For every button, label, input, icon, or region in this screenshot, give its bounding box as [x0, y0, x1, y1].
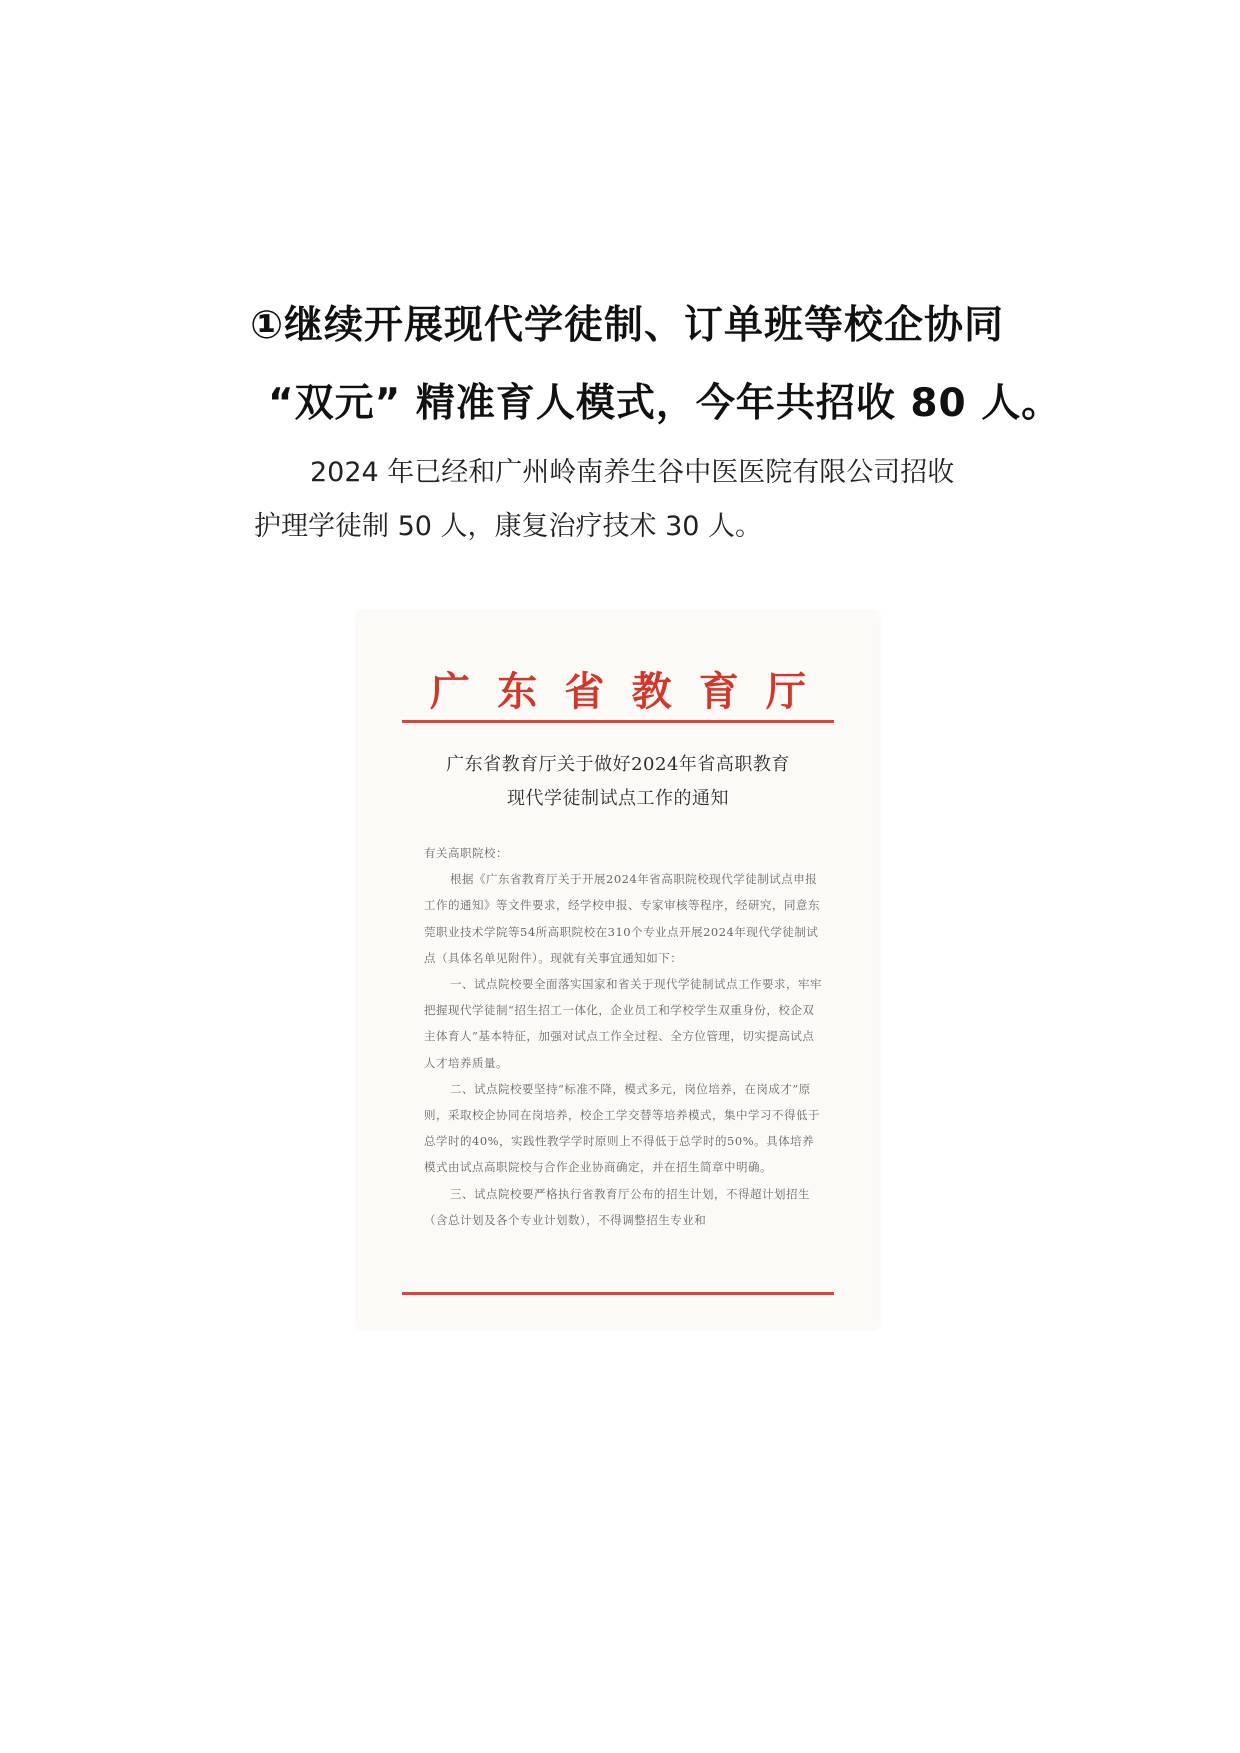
notice-salutation: 有关高职院校：	[424, 846, 508, 860]
notice-paragraph: 三、试点院校要严格执行省教育厅公布的招生计划，不得超计划招生（含总计划及各个专业计划数），不得调整招生专业和	[424, 1186, 810, 1227]
heading-line-1: ①继续开展现代学徒制、订单班等校企协同	[250, 303, 1005, 348]
notice-paragraph: 一、试点院校要全面落实国家和省关于现代学徒制试点工作要求，牢牢把握现代学徒制“招生招工一体化，企业员工和学校学生双重身份，校企双主体育人”基本特征，加强对试点工作全过程、全方位管理，切实提高试点人才培养质量。	[424, 977, 822, 1070]
paragraph-line-1: 2024 年已经和广州岭南养生谷中医医院有限公司招收	[310, 457, 955, 488]
notice-paragraph: 根据《广东省教育厅关于开展2024年省高职院校现代学徒制试点申报工作的通知》等文件要求，经学校申报、专家审核等程序，经研究，同意东莞职业技术学院等54所高职院校在310个专业点开展2024年现代学徒制试点（具体名单见附件）。现就有关事宜通知如下：	[424, 872, 820, 965]
issuer-char: 厅	[765, 668, 806, 715]
issuer-char: 东	[497, 668, 538, 715]
notice-title-line-2: 现代学徒制试点工作的通知	[507, 788, 729, 809]
notice-title-line-1: 广东省教育厅关于做好2024年省高职教育	[446, 754, 790, 775]
notice-paragraph: 二、试点院校要坚持“标准不降，模式多元，岗位培养，在岗成才”原则，采取校企协同在岗培养，校企工学交替等培养模式，集中学习不得低于总学时的40%，实践性教学学时原则上不得低于总学时的50%。具体培养模式由试点高职院校与合作企业协商确定，并在招生简章中明确。	[424, 1081, 820, 1175]
red-divider-top	[402, 720, 834, 723]
issuer-char: 广	[430, 668, 470, 715]
heading-line-2: “双元” 精准育人模式，今年共招收 80 人。	[268, 381, 1062, 426]
notice-body	[424, 840, 824, 1233]
red-divider-bottom	[402, 1292, 834, 1295]
paragraph-line-2: 护理学徒制 50 人，康复治疗技术 30 人。	[254, 511, 763, 542]
notice-document-image	[358, 612, 878, 1328]
issuer-char: 教	[631, 668, 672, 715]
issuer-char: 省	[564, 668, 605, 715]
notice-issuer-header	[358, 660, 878, 717]
issuer-char: 育	[698, 668, 739, 715]
